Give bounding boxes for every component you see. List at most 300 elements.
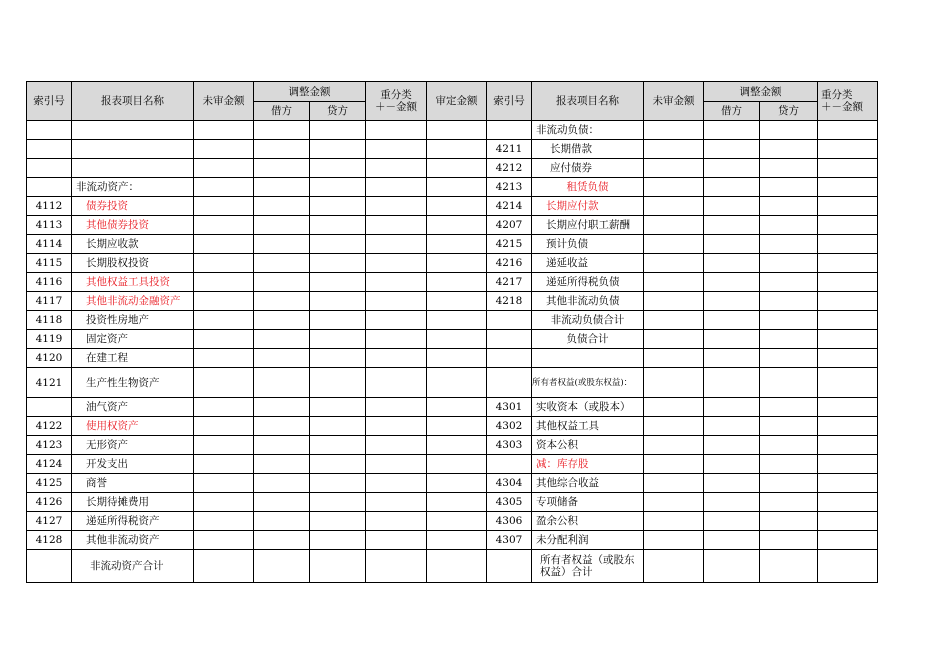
right-amount-cell bbox=[818, 273, 878, 292]
right-amount-cell bbox=[818, 330, 878, 349]
right-index-cell: 4212 bbox=[487, 159, 532, 178]
right-index-cell: 4218 bbox=[487, 292, 532, 311]
left-amount-cell bbox=[310, 159, 366, 178]
right-amount-cell bbox=[818, 235, 878, 254]
left-amount-cell bbox=[194, 474, 254, 493]
header-reclass bbox=[366, 82, 427, 121]
left-amount-cell bbox=[254, 436, 310, 455]
left-index-cell: 4112 bbox=[27, 197, 72, 216]
left-item-name-cell: 在建工程 bbox=[72, 349, 194, 368]
table-row bbox=[27, 159, 878, 178]
right-amount-cell bbox=[704, 417, 760, 436]
right-amount-cell bbox=[760, 474, 818, 493]
left-amount-cell bbox=[310, 197, 366, 216]
table-row bbox=[27, 474, 878, 493]
right-amount-cell bbox=[704, 455, 760, 474]
left-amount-cell bbox=[254, 254, 310, 273]
left-amount-cell bbox=[254, 216, 310, 235]
left-amount-cell bbox=[194, 140, 254, 159]
right-item-name-cell: 所有者权益（或股东权益）合计 bbox=[532, 550, 644, 583]
left-amount-cell bbox=[427, 531, 487, 550]
header-adjust: 调整金额 bbox=[254, 82, 366, 102]
left-amount-cell bbox=[254, 531, 310, 550]
left-index-cell: 4115 bbox=[27, 254, 72, 273]
header-reclass-line2: ＋－金额 bbox=[375, 101, 417, 113]
left-index-cell: 4123 bbox=[27, 436, 72, 455]
left-amount-cell bbox=[366, 398, 427, 417]
table-row bbox=[27, 436, 878, 455]
right-amount-cell bbox=[818, 216, 878, 235]
right-amount-cell bbox=[644, 512, 704, 531]
right-index-cell bbox=[487, 349, 532, 368]
right-item-name-cell: 非流动负债： bbox=[532, 121, 644, 140]
left-amount-cell bbox=[254, 311, 310, 330]
right-amount-cell bbox=[644, 292, 704, 311]
right-item-name-cell: 负债合计 bbox=[532, 330, 644, 349]
left-amount-cell bbox=[427, 436, 487, 455]
left-amount-cell bbox=[427, 159, 487, 178]
header-unaudited: 未审金额 bbox=[194, 82, 254, 121]
table-row bbox=[27, 273, 878, 292]
left-item-name-cell: 无形资产 bbox=[72, 436, 194, 455]
left-index-cell: 4126 bbox=[27, 493, 72, 512]
right-amount-cell bbox=[644, 474, 704, 493]
left-amount-cell bbox=[310, 140, 366, 159]
table-row bbox=[27, 197, 878, 216]
right-index-cell: 4301 bbox=[487, 398, 532, 417]
right-amount-cell bbox=[760, 398, 818, 417]
right-amount-cell bbox=[818, 140, 878, 159]
right-amount-cell bbox=[704, 531, 760, 550]
right-amount-cell bbox=[818, 493, 878, 512]
left-item-name-cell: 生产性生物资产 bbox=[72, 368, 194, 398]
left-item-name-cell: 固定资产 bbox=[72, 330, 194, 349]
left-item-name-cell: 债券投资 bbox=[72, 197, 194, 216]
right-amount-cell bbox=[760, 140, 818, 159]
left-amount-cell bbox=[366, 121, 427, 140]
right-amount-cell bbox=[644, 140, 704, 159]
left-amount-cell bbox=[427, 330, 487, 349]
left-amount-cell bbox=[310, 512, 366, 531]
right-amount-cell bbox=[704, 273, 760, 292]
right-amount-cell bbox=[704, 474, 760, 493]
right-amount-cell bbox=[818, 349, 878, 368]
right-amount-cell bbox=[818, 474, 878, 493]
left-index-cell: 4118 bbox=[27, 311, 72, 330]
left-amount-cell bbox=[310, 330, 366, 349]
left-amount-cell bbox=[254, 368, 310, 398]
left-amount-cell bbox=[427, 417, 487, 436]
left-amount-cell bbox=[254, 349, 310, 368]
left-amount-cell bbox=[254, 140, 310, 159]
right-amount-cell bbox=[760, 273, 818, 292]
right-item-name-cell: 其他非流动负债 bbox=[532, 292, 644, 311]
left-item-name-cell: 非流动资产： bbox=[72, 178, 194, 197]
left-amount-cell bbox=[366, 235, 427, 254]
left-item-name-cell bbox=[72, 121, 194, 140]
left-amount-cell bbox=[310, 273, 366, 292]
table-row bbox=[27, 121, 878, 140]
left-amount-cell bbox=[366, 254, 427, 273]
right-amount-cell bbox=[644, 216, 704, 235]
left-index-cell bbox=[27, 398, 72, 417]
left-amount-cell bbox=[310, 436, 366, 455]
left-amount-cell bbox=[194, 349, 254, 368]
left-amount-cell bbox=[254, 330, 310, 349]
table-row bbox=[27, 292, 878, 311]
left-amount-cell bbox=[194, 178, 254, 197]
left-amount-cell bbox=[427, 292, 487, 311]
table-row bbox=[27, 216, 878, 235]
left-amount-cell bbox=[254, 159, 310, 178]
right-amount-cell bbox=[818, 436, 878, 455]
left-index-cell: 4121 bbox=[27, 368, 72, 398]
left-index-cell: 4120 bbox=[27, 349, 72, 368]
right-amount-cell bbox=[704, 512, 760, 531]
left-item-name-cell: 其他权益工具投资 bbox=[72, 273, 194, 292]
header-index: 索引号 bbox=[487, 82, 532, 121]
header-unaudited: 未审金额 bbox=[644, 82, 704, 121]
left-amount-cell bbox=[427, 550, 487, 583]
right-amount-cell bbox=[818, 292, 878, 311]
right-amount-cell bbox=[704, 121, 760, 140]
right-amount-cell bbox=[818, 455, 878, 474]
right-index-cell: 4302 bbox=[487, 417, 532, 436]
left-amount-cell bbox=[366, 159, 427, 178]
left-amount-cell bbox=[194, 512, 254, 531]
right-amount-cell bbox=[818, 121, 878, 140]
right-amount-cell bbox=[760, 436, 818, 455]
right-index-cell bbox=[487, 550, 532, 583]
left-item-name-cell: 长期股权投资 bbox=[72, 254, 194, 273]
left-amount-cell bbox=[427, 493, 487, 512]
left-amount-cell bbox=[310, 455, 366, 474]
table-row bbox=[27, 178, 878, 197]
left-index-cell: 4127 bbox=[27, 512, 72, 531]
left-amount-cell bbox=[254, 493, 310, 512]
left-index-cell bbox=[27, 159, 72, 178]
right-amount-cell bbox=[760, 368, 818, 398]
left-amount-cell bbox=[310, 254, 366, 273]
left-index-cell bbox=[27, 178, 72, 197]
left-amount-cell bbox=[310, 493, 366, 512]
left-index-cell bbox=[27, 140, 72, 159]
left-amount-cell bbox=[254, 178, 310, 197]
right-amount-cell bbox=[818, 398, 878, 417]
left-amount-cell bbox=[427, 474, 487, 493]
left-amount-cell bbox=[254, 512, 310, 531]
right-amount-cell bbox=[760, 292, 818, 311]
left-amount-cell bbox=[366, 178, 427, 197]
header-reclass-line1: 重分类 bbox=[821, 89, 853, 101]
right-amount-cell bbox=[704, 197, 760, 216]
right-amount-cell bbox=[704, 398, 760, 417]
right-item-name-cell: 其他权益工具 bbox=[532, 417, 644, 436]
left-amount-cell bbox=[194, 493, 254, 512]
right-index-cell bbox=[487, 311, 532, 330]
left-item-name-cell: 长期应收款 bbox=[72, 235, 194, 254]
header-reclass-line1: 重分类 bbox=[380, 89, 412, 101]
right-amount-cell bbox=[704, 159, 760, 178]
table-row bbox=[27, 455, 878, 474]
right-item-name-cell: 所有者权益(或股东权益)： bbox=[532, 368, 644, 398]
left-amount-cell bbox=[366, 273, 427, 292]
right-amount-cell bbox=[818, 368, 878, 398]
left-amount-cell bbox=[366, 197, 427, 216]
right-index-cell: 4216 bbox=[487, 254, 532, 273]
right-amount-cell bbox=[818, 159, 878, 178]
right-amount-cell bbox=[704, 216, 760, 235]
left-item-name-cell: 投资性房地产 bbox=[72, 311, 194, 330]
left-amount-cell bbox=[254, 273, 310, 292]
left-index-cell: 4117 bbox=[27, 292, 72, 311]
right-item-name-cell: 实收资本（或股本） bbox=[532, 398, 644, 417]
left-amount-cell bbox=[254, 455, 310, 474]
right-amount-cell bbox=[818, 417, 878, 436]
left-item-name-cell: 非流动资产合计 bbox=[72, 550, 194, 583]
right-amount-cell bbox=[644, 254, 704, 273]
right-index-cell: 4307 bbox=[487, 531, 532, 550]
left-index-cell: 4116 bbox=[27, 273, 72, 292]
right-amount-cell bbox=[818, 197, 878, 216]
right-item-name-cell: 非流动负债合计 bbox=[532, 311, 644, 330]
table-row bbox=[27, 493, 878, 512]
table-row bbox=[27, 512, 878, 531]
right-amount-cell bbox=[760, 311, 818, 330]
left-amount-cell bbox=[254, 197, 310, 216]
right-amount-cell bbox=[818, 531, 878, 550]
left-amount-cell bbox=[254, 121, 310, 140]
right-index-cell: 4207 bbox=[487, 216, 532, 235]
right-index-cell bbox=[487, 330, 532, 349]
left-amount-cell bbox=[254, 398, 310, 417]
left-amount-cell bbox=[254, 235, 310, 254]
right-amount-cell bbox=[644, 368, 704, 398]
right-amount-cell bbox=[644, 398, 704, 417]
left-amount-cell bbox=[194, 159, 254, 178]
header-item-name: 报表项目名称 bbox=[72, 82, 194, 121]
right-item-name-cell: 其他综合收益 bbox=[532, 474, 644, 493]
left-amount-cell bbox=[310, 550, 366, 583]
left-amount-cell bbox=[310, 292, 366, 311]
right-amount-cell bbox=[704, 550, 760, 583]
left-amount-cell bbox=[310, 311, 366, 330]
left-index-cell: 4124 bbox=[27, 455, 72, 474]
left-amount-cell bbox=[194, 436, 254, 455]
table-row bbox=[27, 330, 878, 349]
right-index-cell: 4211 bbox=[487, 140, 532, 159]
left-amount-cell bbox=[194, 330, 254, 349]
right-amount-cell bbox=[704, 436, 760, 455]
right-item-name-cell: 盈余公积 bbox=[532, 512, 644, 531]
left-amount-cell bbox=[194, 254, 254, 273]
right-amount-cell bbox=[818, 550, 878, 583]
right-amount-cell bbox=[760, 417, 818, 436]
left-amount-cell bbox=[427, 216, 487, 235]
right-amount-cell bbox=[760, 531, 818, 550]
right-amount-cell bbox=[760, 493, 818, 512]
left-item-name-cell: 使用权资产 bbox=[72, 417, 194, 436]
right-amount-cell bbox=[644, 531, 704, 550]
right-amount-cell bbox=[644, 178, 704, 197]
right-amount-cell bbox=[644, 235, 704, 254]
right-item-name-cell: 长期应付职工薪酬 bbox=[532, 216, 644, 235]
right-amount-cell bbox=[760, 216, 818, 235]
left-amount-cell bbox=[427, 140, 487, 159]
left-amount-cell bbox=[194, 550, 254, 583]
left-item-name-cell bbox=[72, 159, 194, 178]
right-index-cell: 4304 bbox=[487, 474, 532, 493]
right-amount-cell bbox=[644, 197, 704, 216]
right-item-name-cell: 专项储备 bbox=[532, 493, 644, 512]
left-amount-cell bbox=[194, 455, 254, 474]
right-amount-cell bbox=[644, 311, 704, 330]
right-item-name-cell: 递延收益 bbox=[532, 254, 644, 273]
right-item-name-cell: 长期应付款 bbox=[532, 197, 644, 216]
right-amount-cell bbox=[760, 254, 818, 273]
left-index-cell: 4114 bbox=[27, 235, 72, 254]
table-row bbox=[27, 417, 878, 436]
right-index-cell bbox=[487, 121, 532, 140]
right-amount-cell bbox=[818, 512, 878, 531]
right-item-name-cell bbox=[532, 349, 644, 368]
header-audited: 审定金额 bbox=[427, 82, 487, 121]
left-amount-cell bbox=[427, 197, 487, 216]
table-row bbox=[27, 349, 878, 368]
right-index-cell: 4306 bbox=[487, 512, 532, 531]
right-amount-cell bbox=[644, 455, 704, 474]
right-item-name-cell: 资本公积 bbox=[532, 436, 644, 455]
left-amount-cell bbox=[366, 512, 427, 531]
right-amount-cell bbox=[818, 311, 878, 330]
left-item-name-cell bbox=[72, 140, 194, 159]
left-amount-cell bbox=[254, 550, 310, 583]
left-amount-cell bbox=[427, 121, 487, 140]
left-amount-cell bbox=[366, 311, 427, 330]
right-amount-cell bbox=[760, 197, 818, 216]
right-amount-cell bbox=[760, 178, 818, 197]
left-amount-cell bbox=[194, 197, 254, 216]
left-amount-cell bbox=[194, 368, 254, 398]
left-amount-cell bbox=[254, 417, 310, 436]
left-amount-cell bbox=[427, 254, 487, 273]
right-amount-cell bbox=[644, 493, 704, 512]
left-amount-cell bbox=[194, 531, 254, 550]
right-amount-cell bbox=[704, 368, 760, 398]
header-item-name: 报表项目名称 bbox=[532, 82, 644, 121]
left-item-name-cell: 递延所得税资产 bbox=[72, 512, 194, 531]
left-amount-cell bbox=[194, 235, 254, 254]
left-amount-cell bbox=[366, 417, 427, 436]
right-amount-cell bbox=[644, 159, 704, 178]
left-amount-cell bbox=[194, 121, 254, 140]
left-amount-cell bbox=[310, 121, 366, 140]
left-index-cell bbox=[27, 121, 72, 140]
left-amount-cell bbox=[366, 550, 427, 583]
right-amount-cell bbox=[644, 436, 704, 455]
right-amount-cell bbox=[644, 417, 704, 436]
left-amount-cell bbox=[310, 398, 366, 417]
left-amount-cell bbox=[194, 216, 254, 235]
right-index-cell bbox=[487, 455, 532, 474]
right-index-cell: 4217 bbox=[487, 273, 532, 292]
left-amount-cell bbox=[310, 417, 366, 436]
right-item-name-cell: 预计负债 bbox=[532, 235, 644, 254]
right-amount-cell bbox=[704, 349, 760, 368]
right-item-name-cell: 长期借款 bbox=[532, 140, 644, 159]
right-amount-cell bbox=[760, 235, 818, 254]
right-amount-cell bbox=[760, 349, 818, 368]
left-amount-cell bbox=[310, 235, 366, 254]
right-amount-cell bbox=[760, 330, 818, 349]
left-amount-cell bbox=[194, 311, 254, 330]
right-item-name-cell: 租赁负债 bbox=[532, 178, 644, 197]
right-index-cell: 4213 bbox=[487, 178, 532, 197]
left-amount-cell bbox=[427, 398, 487, 417]
right-amount-cell bbox=[704, 254, 760, 273]
header-debit: 借方 bbox=[254, 102, 310, 121]
left-amount-cell bbox=[310, 178, 366, 197]
left-amount-cell bbox=[366, 474, 427, 493]
left-index-cell: 4122 bbox=[27, 417, 72, 436]
header-reclass bbox=[818, 82, 878, 121]
right-amount-cell bbox=[704, 140, 760, 159]
left-index-cell: 4113 bbox=[27, 216, 72, 235]
left-amount-cell bbox=[310, 349, 366, 368]
right-amount-cell bbox=[760, 121, 818, 140]
right-amount-cell bbox=[704, 292, 760, 311]
table-row bbox=[27, 398, 878, 417]
right-amount-cell bbox=[760, 455, 818, 474]
left-amount-cell bbox=[366, 368, 427, 398]
left-item-name-cell: 长期待摊费用 bbox=[72, 493, 194, 512]
left-item-name-cell: 油气资产 bbox=[72, 398, 194, 417]
left-amount-cell bbox=[194, 417, 254, 436]
right-amount-cell bbox=[760, 550, 818, 583]
right-index-cell bbox=[487, 368, 532, 398]
left-amount-cell bbox=[310, 474, 366, 493]
table-row bbox=[27, 235, 878, 254]
left-amount-cell bbox=[366, 455, 427, 474]
left-amount-cell bbox=[366, 531, 427, 550]
right-index-cell: 4215 bbox=[487, 235, 532, 254]
left-item-name-cell: 商誉 bbox=[72, 474, 194, 493]
header-adjust: 调整金额 bbox=[704, 82, 818, 102]
left-amount-cell bbox=[366, 140, 427, 159]
table-row bbox=[27, 140, 878, 159]
left-amount-cell bbox=[366, 493, 427, 512]
right-item-name-cell: 未分配利润 bbox=[532, 531, 644, 550]
left-amount-cell bbox=[310, 368, 366, 398]
left-amount-cell bbox=[254, 292, 310, 311]
left-item-name-cell: 开发支出 bbox=[72, 455, 194, 474]
right-amount-cell bbox=[644, 273, 704, 292]
left-amount-cell bbox=[310, 216, 366, 235]
left-amount-cell bbox=[427, 368, 487, 398]
right-amount-cell bbox=[760, 159, 818, 178]
header-credit: 贷方 bbox=[760, 102, 818, 121]
left-index-cell: 4119 bbox=[27, 330, 72, 349]
table-row bbox=[27, 311, 878, 330]
table-row bbox=[27, 368, 878, 398]
right-amount-cell bbox=[644, 330, 704, 349]
right-item-name-cell: 应付债券 bbox=[532, 159, 644, 178]
right-index-cell: 4305 bbox=[487, 493, 532, 512]
left-amount-cell bbox=[194, 273, 254, 292]
left-amount-cell bbox=[366, 292, 427, 311]
left-amount-cell bbox=[427, 311, 487, 330]
right-amount-cell bbox=[644, 349, 704, 368]
